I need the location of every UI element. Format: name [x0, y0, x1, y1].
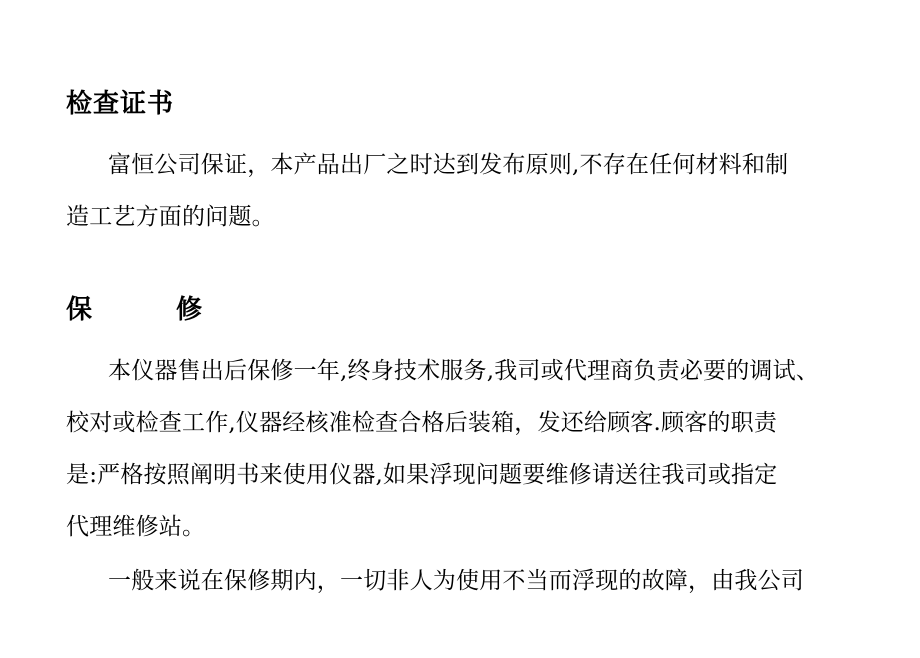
section-title-warranty-part1: 保 [66, 295, 93, 325]
paragraph-line: 校对或检查工作,仪器经核准检查合格后装箱，发还给顾客.顾客的职责 [66, 410, 778, 436]
paragraph-line: 一般来说在保修期内，一切非人为使用不当而浮现的故障，由我公司 [108, 568, 804, 594]
section-title-warranty-part2: 修 [176, 295, 203, 325]
section-title-warranty [66, 289, 202, 326]
paragraph-line: 本仪器售出后保修一年,终身技术服务,我司或代理商负责必要的调试、 [108, 358, 820, 384]
paragraph-line: 代理维修站。 [66, 514, 206, 540]
paragraph-line: 造工艺方面的问题。 [66, 204, 275, 230]
paragraph-line: 富恒公司保证，本产品出厂之时达到发布原则,不存在任何材料和制 [108, 152, 789, 178]
section-title-inspection-certificate: 检查证书 [66, 89, 175, 119]
paragraph-line: 是:严格按照阐明书来使用仪器,如果浮现问题要维修请送往我司或指定 [66, 462, 778, 488]
